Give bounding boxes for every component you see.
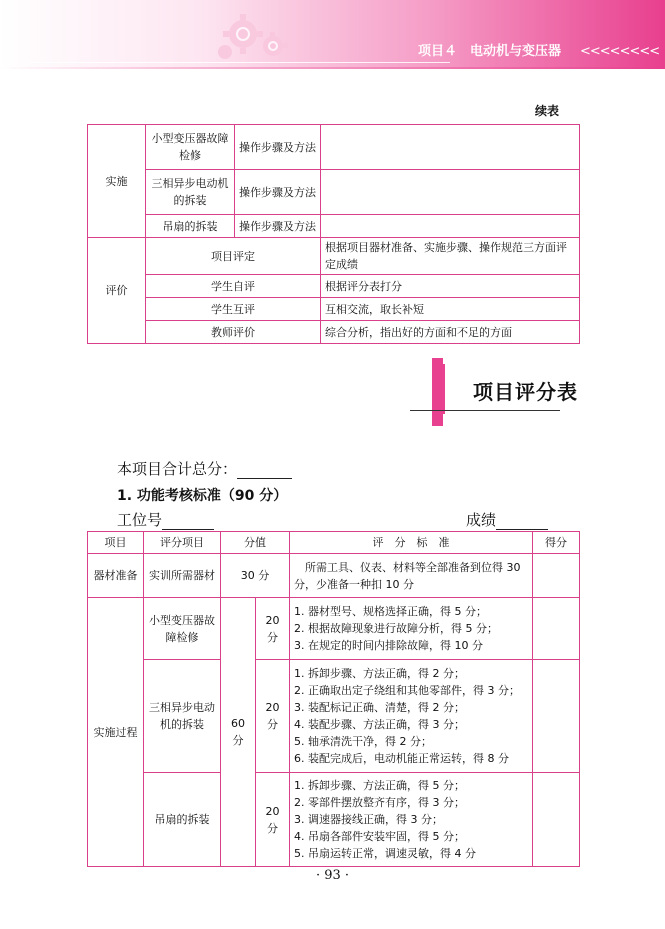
plan-table xyxy=(87,124,580,344)
method-cell: 操作步骤及方法 xyxy=(235,215,321,238)
total-score-label: 本项目合计总分： xyxy=(117,460,238,478)
chapter-title: 项目４ 电动机与变压器 xyxy=(418,44,562,59)
criteria-line: 1. 器材型号、规格选择正确，得 5 分； xyxy=(294,605,487,618)
header-item: 评分项目 xyxy=(144,532,221,554)
criteria-line: 5. 轴承清洗干净，得 2 分； xyxy=(294,735,432,748)
evaluation-item: 学生互评 xyxy=(146,298,321,321)
standard-title: 1. 功能考核标准（90 分） xyxy=(117,488,288,504)
criteria-cell xyxy=(290,660,533,773)
station-label: 工位号 xyxy=(117,511,163,529)
total-score-blank xyxy=(237,462,292,479)
group-evaluation: 评价 xyxy=(88,238,146,344)
header-criteria: 评 分 标 准 xyxy=(290,532,533,554)
content-cell xyxy=(321,215,580,238)
total-score-line xyxy=(117,458,292,479)
evaluation-item: 项目评定 xyxy=(146,238,321,275)
station-line xyxy=(117,509,214,530)
page-number: · 93 · xyxy=(315,868,350,883)
header-band xyxy=(0,0,665,68)
section-underline xyxy=(410,410,560,411)
section-marker-line xyxy=(443,364,445,414)
criteria-line: 4. 吊扇各部件安装牢固，得 5 分； xyxy=(294,830,465,843)
group-implementation: 实施 xyxy=(88,125,146,238)
criteria-line: 2. 正确取出定子绕组和其他零部件，得 3 分； xyxy=(294,684,520,697)
item-cell: 三相异步电动机的拆装 xyxy=(144,660,221,773)
evaluation-content: 互相交流，取长补短 xyxy=(321,298,580,321)
evaluation-item: 教师评价 xyxy=(146,321,321,344)
item-cell: 实训所需器材 xyxy=(144,554,221,598)
sub-score-cell: 20 分 xyxy=(256,660,290,773)
gears-icon xyxy=(195,8,305,66)
section-marker xyxy=(432,358,443,426)
score-cell: 30 分 xyxy=(221,554,290,598)
criteria-line: 5. 吊扇运转正常，调速灵敏，得 4 分 xyxy=(294,847,476,860)
criteria-line: 3. 装配标记正确、清楚，得 2 分； xyxy=(294,701,465,714)
score-total-cell: 60 分 xyxy=(221,598,256,867)
header-rule xyxy=(30,62,450,63)
evaluation-content: 根据项目器材准备、实施步骤、操作规范三方面评定成绩 xyxy=(321,238,580,275)
task-cell: 三相异步电动机的拆装 xyxy=(146,170,235,215)
criteria-line: 4. 装配步骤、方法正确，得 3 分； xyxy=(294,718,465,731)
method-cell: 操作步骤及方法 xyxy=(235,170,321,215)
criteria-cell xyxy=(290,773,533,867)
points-cell xyxy=(533,554,580,598)
criteria-cell: 所需工具、仪表、材料等全部准备到位得 30 分，少准备一种扣 10 分 xyxy=(290,554,533,598)
content-cell xyxy=(321,170,580,215)
header-score: 分值 xyxy=(221,532,290,554)
header-bottom-line xyxy=(0,67,665,69)
criteria-line: 2. 根据故障现象进行故障分析，得 5 分； xyxy=(294,622,498,635)
header-project: 项目 xyxy=(88,532,144,554)
task-cell: 小型变压器故障检修 xyxy=(146,125,235,170)
method-cell: 操作步骤及方法 xyxy=(235,125,321,170)
sub-score-cell: 20 分 xyxy=(256,773,290,867)
station-blank xyxy=(162,513,214,530)
criteria-cell xyxy=(290,598,533,660)
criteria-line: 1. 拆卸步骤、方法正确，得 2 分； xyxy=(294,667,465,680)
grade-line xyxy=(466,509,548,530)
evaluation-content: 综合分析，指出好的方面和不足的方面 xyxy=(321,321,580,344)
sub-score-cell: 20 分 xyxy=(256,598,290,660)
points-cell xyxy=(533,598,580,660)
header-points: 得分 xyxy=(533,532,580,554)
grade-blank xyxy=(496,513,548,530)
criteria-line: 2. 零部件摆放整齐有序，得 3 分； xyxy=(294,796,465,809)
grade-label: 成绩 xyxy=(466,511,497,529)
criteria-line: 1. 拆卸步骤、方法正确，得 5 分； xyxy=(294,779,465,792)
section-title: 项目评分表 xyxy=(473,380,578,404)
evaluation-item: 学生自评 xyxy=(146,275,321,298)
chevron-decoration-icon: <<<<<<<< xyxy=(580,44,660,59)
project-cell: 器材准备 xyxy=(88,554,144,598)
continued-label: 续表 xyxy=(535,104,560,118)
points-cell xyxy=(533,660,580,773)
criteria-line: 6. 装配完成后，电动机能正常运转，得 8 分 xyxy=(294,752,509,765)
criteria-line: 3. 调速器接线正确，得 3 分； xyxy=(294,813,443,826)
item-cell: 小型变压器故障检修 xyxy=(144,598,221,660)
evaluation-content: 根据评分表打分 xyxy=(321,275,580,298)
points-cell xyxy=(533,773,580,867)
project-cell: 实施过程 xyxy=(88,598,144,867)
content-cell xyxy=(321,125,580,170)
criteria-line: 3. 在规定的时间内排除故障，得 10 分 xyxy=(294,639,483,652)
item-cell: 吊扇的拆装 xyxy=(144,773,221,867)
score-table xyxy=(87,531,580,867)
task-cell: 吊扇的拆装 xyxy=(146,215,235,238)
